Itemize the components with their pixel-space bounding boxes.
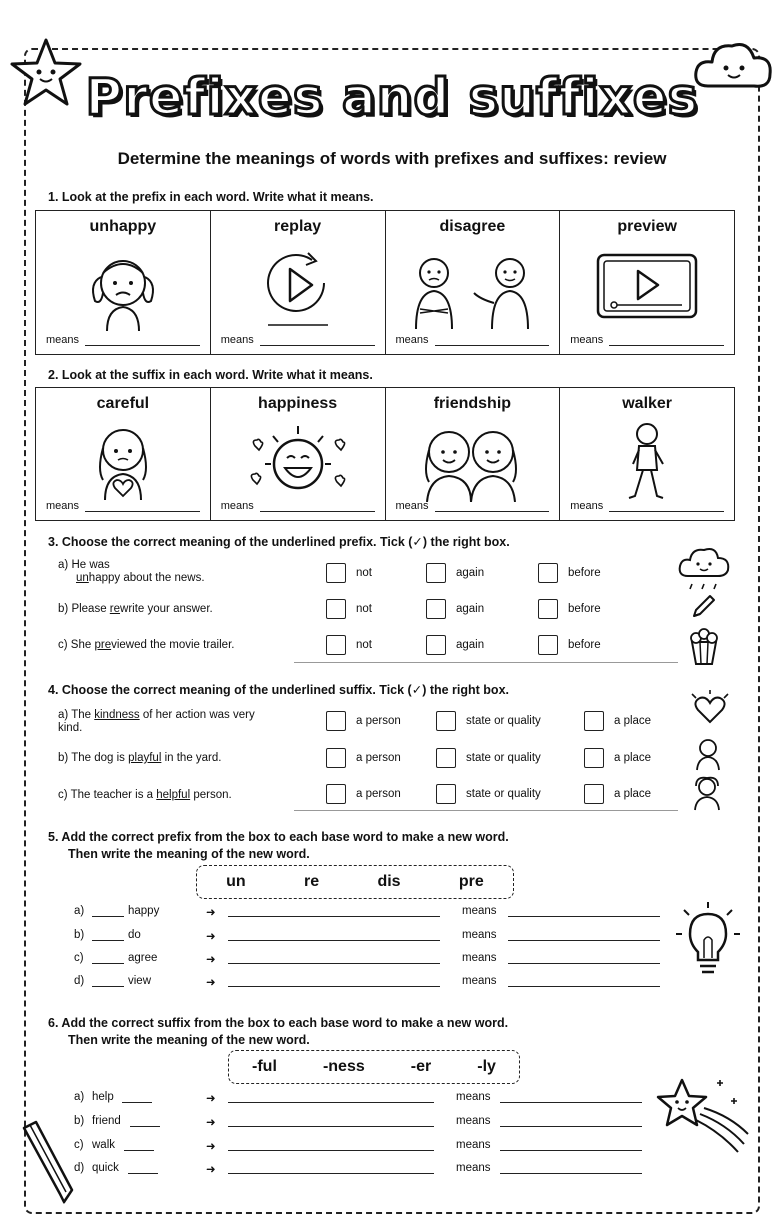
heart-icon	[688, 690, 732, 730]
q1-word: unhappy	[89, 218, 157, 235]
underlined-suffix: playful	[128, 752, 162, 764]
base-word: quick	[92, 1162, 119, 1174]
q4c-option-person[interactable]	[326, 784, 401, 804]
suffix-option: -er	[410, 1058, 432, 1075]
checkbox[interactable]	[326, 563, 346, 583]
option-label: again	[456, 567, 485, 579]
q3c-option-before[interactable]	[538, 635, 601, 655]
q2-means-line[interactable]	[396, 500, 550, 512]
two-boys-arguing-icon	[402, 243, 542, 333]
suffix-blank[interactable]	[122, 1091, 152, 1103]
q2-means-line[interactable]	[221, 500, 375, 512]
checkbox[interactable]	[538, 635, 558, 655]
meaning-blank[interactable]	[508, 975, 660, 987]
meaning-blank[interactable]	[500, 1091, 642, 1103]
checkbox[interactable]	[436, 784, 456, 804]
q4a-option-person[interactable]	[326, 711, 401, 731]
item-letter: b)	[74, 1115, 85, 1127]
base-word: agree	[128, 952, 158, 964]
suffix-blank[interactable]	[130, 1115, 160, 1127]
means-label: means	[46, 500, 80, 512]
means-label: means	[456, 1139, 491, 1151]
q1-word: replay	[274, 218, 322, 235]
item-letter: b)	[74, 929, 85, 941]
q1-instruction: 1. Look at the prefix in each word. Write what it means.	[48, 190, 374, 204]
checkbox[interactable]	[426, 635, 446, 655]
suffix-word-box	[228, 1050, 520, 1084]
q1-means-line[interactable]	[46, 334, 200, 346]
walking-boy-icon	[617, 420, 677, 502]
arrow-icon: ➜	[206, 1093, 216, 1105]
option-label: a place	[614, 715, 652, 727]
base-word: view	[128, 975, 152, 987]
q6-row-d	[74, 1162, 664, 1178]
item-letter: c)	[74, 952, 84, 964]
checkbox[interactable]	[326, 635, 346, 655]
checkbox[interactable]	[326, 711, 346, 731]
q2-word: walker	[622, 395, 673, 412]
means-label: means	[570, 334, 604, 346]
means-label: means	[462, 975, 497, 987]
means-label: means	[395, 500, 429, 512]
person-icon	[694, 738, 722, 772]
new-word-blank[interactable]	[228, 1139, 434, 1151]
q5-row-c	[74, 952, 664, 968]
q3b-option-again[interactable]	[426, 599, 484, 619]
q2-means-line[interactable]	[570, 500, 724, 512]
option-label: before	[568, 603, 601, 615]
item-letter: b)	[58, 752, 69, 764]
pencil-icon	[688, 592, 718, 622]
popcorn-icon	[686, 626, 722, 666]
q2-word: careful	[96, 395, 150, 412]
checkbox[interactable]	[436, 711, 456, 731]
item-letter: d)	[74, 975, 85, 987]
q6-row-c	[74, 1139, 664, 1155]
q2-card	[36, 388, 211, 520]
underlined-suffix: helpful	[156, 789, 191, 801]
q3-sentence	[58, 603, 288, 616]
q5-instruction-line2: Then write the meaning of the new word.	[68, 847, 310, 861]
option-label: again	[456, 603, 485, 615]
checkbox[interactable]	[584, 711, 604, 731]
prefix-option: pre	[458, 873, 484, 890]
prefix-option: re	[304, 873, 320, 890]
arrow-icon: ➜	[206, 1164, 216, 1176]
arrow-icon: ➜	[206, 1117, 216, 1129]
option-label: a person	[356, 715, 401, 727]
prefix-option: dis	[377, 873, 401, 890]
means-label: means	[462, 905, 497, 917]
prefix-blank[interactable]	[92, 929, 124, 941]
q3-sentence	[58, 639, 288, 652]
item-letter: c)	[58, 789, 68, 801]
q4-sentence	[58, 752, 288, 765]
arrow-icon: ➜	[206, 954, 216, 966]
video-screen-icon	[592, 243, 702, 333]
page-subtitle: Determine the meanings of words with prefixes and suffixes: review	[117, 149, 667, 168]
means-label: means	[220, 334, 254, 346]
q1-means-line[interactable]	[396, 334, 550, 346]
replay-icon	[258, 243, 338, 333]
q2-card	[386, 388, 561, 520]
prefix-blank[interactable]	[92, 975, 124, 987]
sentence-end: person.	[190, 789, 232, 801]
q6-row-a	[74, 1091, 664, 1107]
base-word: do	[128, 929, 141, 941]
arrow-icon: ➜	[206, 1141, 216, 1153]
arrow-icon: ➜	[206, 907, 216, 919]
q2-card	[560, 388, 734, 520]
q3b-option-not[interactable]	[326, 599, 372, 619]
q4b-option-person[interactable]	[326, 748, 401, 768]
meaning-blank[interactable]	[500, 1162, 642, 1174]
q2-means-line[interactable]	[46, 500, 200, 512]
q2-grid	[35, 387, 735, 521]
checkbox[interactable]	[326, 784, 346, 804]
new-word-blank[interactable]	[228, 905, 440, 917]
option-label: before	[568, 567, 601, 579]
new-word-blank[interactable]	[228, 952, 440, 964]
new-word-blank[interactable]	[228, 1162, 434, 1174]
teacher-icon	[692, 776, 722, 812]
q1-card	[560, 211, 734, 354]
q5-instruction	[48, 830, 509, 861]
shooting-star-icon	[650, 1072, 750, 1156]
item-letter: d)	[74, 1162, 85, 1174]
q3c-option-again[interactable]	[426, 635, 484, 655]
item-letter: b)	[58, 603, 69, 615]
q3a-option-again[interactable]	[426, 563, 484, 583]
checkbox[interactable]	[584, 748, 604, 768]
option-label: a person	[356, 752, 401, 764]
new-word-blank[interactable]	[228, 1091, 434, 1103]
option-label: state or quality	[466, 715, 541, 727]
option-label: state or quality	[466, 788, 541, 800]
sentence-end: viewed the movie trailer.	[111, 639, 235, 651]
option-label: again	[456, 639, 485, 651]
item-letter: a)	[74, 1091, 85, 1103]
checkbox[interactable]	[436, 748, 456, 768]
base-word: happy	[128, 905, 160, 917]
q6-instruction	[48, 1016, 508, 1047]
base-word: walk	[92, 1139, 116, 1151]
q3a-option-not[interactable]	[326, 563, 372, 583]
suffix-option: -ness	[322, 1058, 365, 1075]
q4c-option-state[interactable]	[436, 784, 541, 804]
checkbox[interactable]	[538, 599, 558, 619]
q1-word: disagree	[439, 218, 506, 235]
prefix-option: un	[226, 873, 246, 890]
two-friends-icon	[407, 420, 537, 502]
underlined-suffix: kindness	[94, 709, 140, 721]
sentence-start: The teacher is a	[70, 789, 157, 801]
prefix-blank[interactable]	[92, 952, 124, 964]
item-letter: a)	[58, 559, 69, 571]
q2-card	[211, 388, 386, 520]
underlined-prefix: un	[76, 572, 89, 584]
q6-row-b	[74, 1115, 664, 1131]
pencil-corner-icon	[14, 1120, 76, 1204]
means-label: means	[462, 952, 497, 964]
base-word: help	[92, 1091, 114, 1103]
means-label: means	[456, 1162, 491, 1174]
means-label: means	[462, 929, 497, 941]
divider	[294, 810, 678, 811]
option-label: not	[356, 603, 372, 615]
option-label: not	[356, 567, 372, 579]
sentence-end: write your answer.	[120, 603, 213, 615]
meaning-blank[interactable]	[500, 1115, 642, 1127]
q2-instruction: 2. Look at the suffix in each word. Write what it means.	[48, 368, 373, 382]
option-label: a person	[356, 788, 401, 800]
q1-grid	[35, 210, 735, 355]
suffix-blank[interactable]	[124, 1139, 154, 1151]
sentence-start: He was	[71, 559, 110, 571]
page-title: Prefixes and suffixes	[85, 68, 699, 126]
checkbox[interactable]	[426, 599, 446, 619]
item-letter: a)	[74, 905, 85, 917]
base-word: friend	[92, 1115, 121, 1127]
q5-instruction-line1: 5. Add the correct prefix from the box to each base word to make a new word.	[48, 830, 509, 844]
option-label: not	[356, 639, 372, 651]
q2-word: happiness	[258, 395, 338, 412]
checkbox[interactable]	[584, 784, 604, 804]
sentence-start: The	[71, 709, 95, 721]
q1-word: preview	[617, 218, 677, 235]
q4b-option-place[interactable]	[584, 748, 651, 768]
sad-girl-icon	[83, 243, 163, 333]
q1-card	[36, 211, 211, 354]
q5-row-b	[74, 929, 664, 945]
checkbox[interactable]	[426, 563, 446, 583]
sentence-end: of her action was very kind.	[58, 709, 255, 734]
rain-cloud-icon	[676, 544, 732, 594]
meaning-blank[interactable]	[500, 1139, 642, 1151]
prefix-word-box	[196, 865, 514, 899]
prefix-blank[interactable]	[92, 905, 124, 917]
means-label: means	[456, 1091, 491, 1103]
sentence-end: in the yard.	[161, 752, 222, 764]
q4a-option-state[interactable]	[436, 711, 541, 731]
checkbox[interactable]	[538, 563, 558, 583]
new-word-blank[interactable]	[228, 929, 440, 941]
q3-sentence	[58, 559, 288, 585]
girl-holding-heart-icon	[83, 420, 163, 502]
q3a-option-before[interactable]	[538, 563, 601, 583]
meaning-blank[interactable]	[508, 929, 660, 941]
q4-sentence	[58, 709, 268, 735]
arrow-icon: ➜	[206, 977, 216, 989]
option-label: state or quality	[466, 752, 541, 764]
q3-instruction: 3. Choose the correct meaning of the underlined prefix. Tick (✓) the right box.	[48, 535, 510, 549]
q4-sentence	[58, 789, 288, 802]
new-word-blank[interactable]	[228, 975, 440, 987]
meaning-blank[interactable]	[508, 905, 660, 917]
q1-means-line[interactable]	[570, 334, 724, 346]
checkbox[interactable]	[326, 748, 346, 768]
q1-card	[211, 211, 386, 354]
option-label: before	[568, 639, 601, 651]
item-letter: c)	[74, 1139, 84, 1151]
means-label: means	[395, 334, 429, 346]
q6-instruction-line2: Then write the meaning of the new word.	[68, 1033, 310, 1047]
arrow-icon: ➜	[206, 931, 216, 943]
q1-means-line[interactable]	[221, 334, 375, 346]
q1-card	[386, 211, 561, 354]
meaning-blank[interactable]	[508, 952, 660, 964]
means-label: means	[456, 1115, 491, 1127]
q4-instruction: 4. Choose the correct meaning of the underlined suffix. Tick (✓) the right box.	[48, 683, 509, 697]
q6-instruction-line1: 6. Add the correct suffix from the box to each base word to make a new word.	[48, 1016, 509, 1030]
new-word-blank[interactable]	[228, 1115, 434, 1127]
q2-word: friendship	[433, 395, 512, 412]
item-letter: c)	[58, 639, 68, 651]
option-label: a place	[614, 752, 652, 764]
item-letter: a)	[58, 709, 69, 721]
q5-row-d	[74, 975, 664, 991]
sentence-start: Please	[71, 603, 110, 615]
underlined-prefix: pre	[94, 639, 112, 651]
q3b-option-before[interactable]	[538, 599, 601, 619]
q4a-option-place[interactable]	[584, 711, 651, 731]
sentence-start: She	[70, 639, 95, 651]
lightbulb-icon	[672, 900, 744, 980]
checkbox[interactable]	[326, 599, 346, 619]
divider	[294, 662, 678, 663]
happy-sun-icon	[243, 420, 353, 502]
underlined-prefix: re	[109, 603, 121, 615]
suffix-option: -ly	[477, 1058, 496, 1075]
q5-row-a	[74, 905, 664, 921]
option-label: a place	[614, 788, 652, 800]
means-label: means	[570, 500, 604, 512]
sentence-end: happy about the news.	[88, 572, 205, 584]
suffix-blank[interactable]	[128, 1162, 158, 1174]
q3c-option-not[interactable]	[326, 635, 372, 655]
means-label: means	[220, 500, 254, 512]
q4b-option-state[interactable]	[436, 748, 541, 768]
q4c-option-place[interactable]	[584, 784, 651, 804]
sentence-start: The dog is	[71, 752, 129, 764]
suffix-option: -ful	[252, 1058, 277, 1075]
means-label: means	[46, 334, 80, 346]
